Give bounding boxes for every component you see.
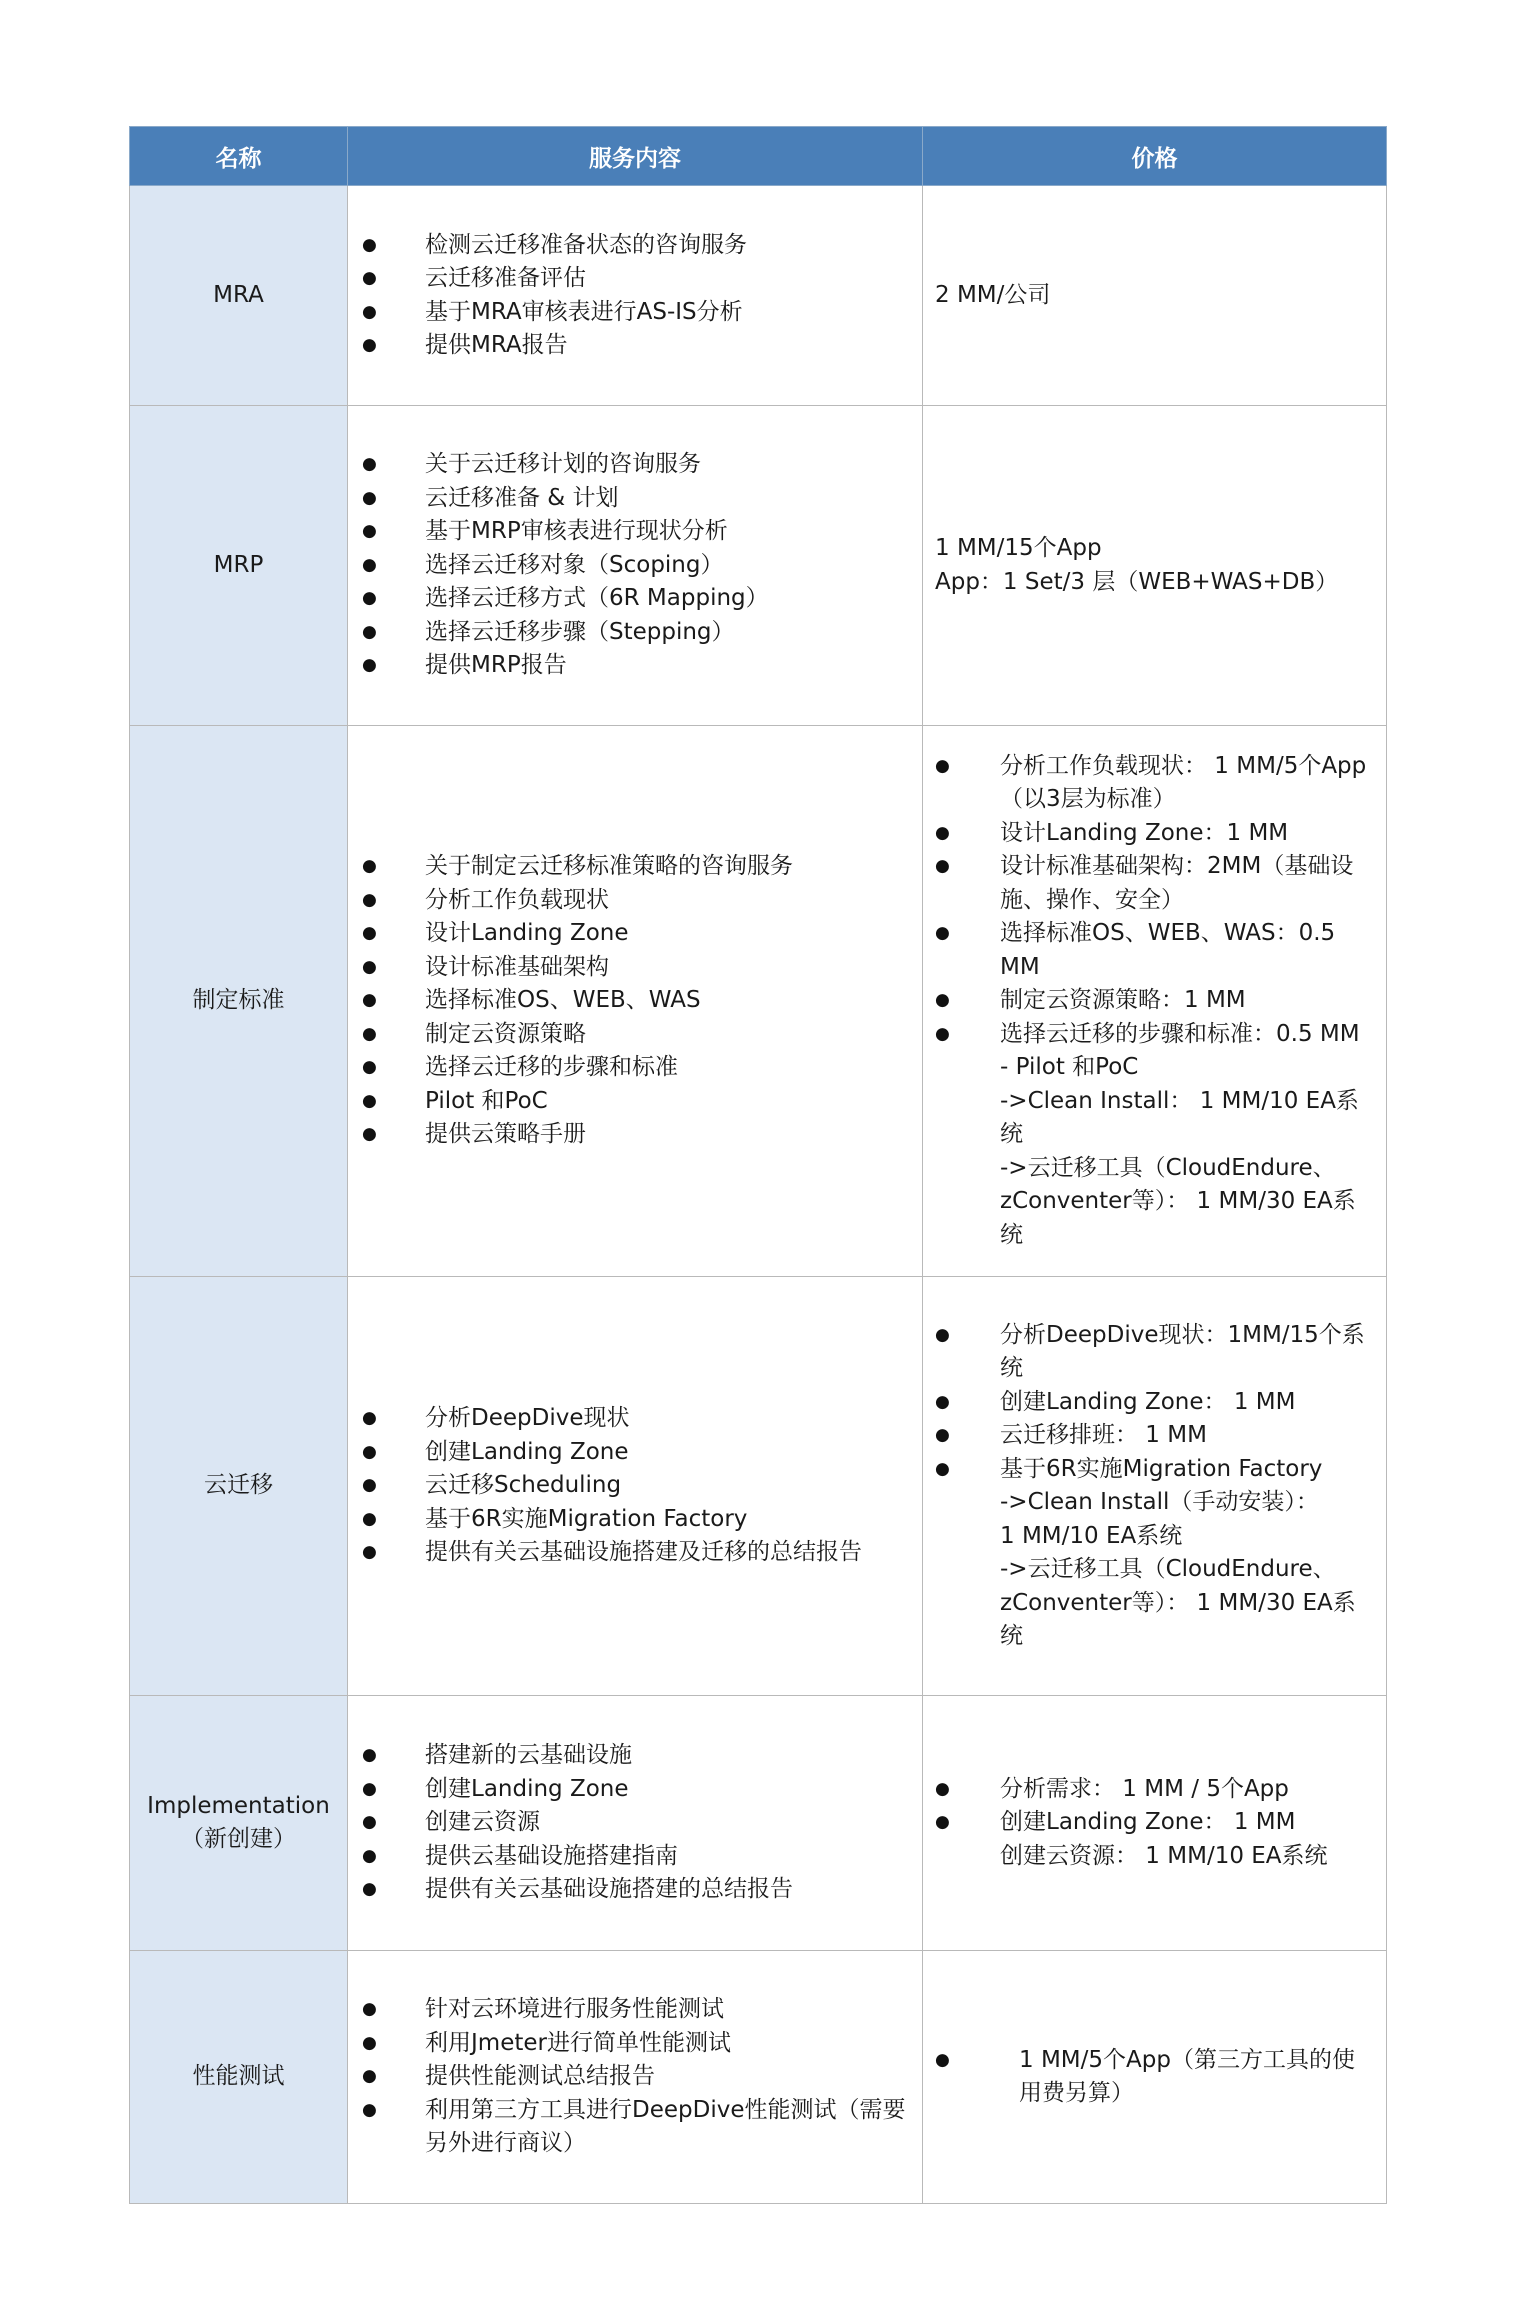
service-list bbox=[348, 1739, 922, 1907]
list-item: ● 基于MRA审核表进行AS-IS分析 bbox=[348, 296, 922, 330]
list-item: ● 基于MRP审核表进行现状分析 bbox=[348, 515, 922, 549]
price-line: App：1 Set/3 层（WEB+WAS+DB） bbox=[935, 568, 1339, 595]
row-name: 云迁移 bbox=[130, 1277, 348, 1696]
price-line: 创建云资源： 1 MM/10 EA系统 bbox=[1000, 1842, 1328, 1869]
header-price: 价格 bbox=[923, 127, 1387, 186]
list-item: ● 提供性能测试总结报告 bbox=[348, 2060, 922, 2094]
list-item: ● 选择标准OS、WEB、WAS bbox=[348, 984, 922, 1018]
price-cell bbox=[923, 1951, 1387, 2204]
list-item: ● 云迁移Scheduling bbox=[348, 1469, 922, 1503]
list-item: ● 提供有关云基础设施搭建及迁移的总结报告 bbox=[348, 1536, 922, 1570]
list-item: ● 提供MRP报告 bbox=[348, 649, 922, 683]
list-item: ● 针对云环境进行服务性能测试 bbox=[348, 1993, 922, 2027]
price-sub-text bbox=[923, 1051, 1386, 1252]
header-row bbox=[130, 127, 1387, 186]
list-item: ● 云迁移准备评估 bbox=[348, 262, 922, 296]
header-service: 服务内容 bbox=[348, 127, 923, 186]
list-item: ● 选择标准OS、WEB、WAS：0.5 MM bbox=[923, 917, 1386, 984]
list-item: ● 创建Landing Zone： 1 MM bbox=[923, 1806, 1386, 1840]
list-item: ● 制定云资源策略 bbox=[348, 1018, 922, 1052]
list-item: ● 分析需求： 1 MM / 5个App bbox=[923, 1773, 1386, 1807]
service-cell bbox=[348, 726, 923, 1277]
service-cell bbox=[348, 1951, 923, 2204]
price-sub-text bbox=[923, 1486, 1386, 1654]
price-list bbox=[923, 1319, 1386, 1487]
list-item: ● 1 MM/5个App（第三方工具的使用费另算） bbox=[923, 2044, 1386, 2111]
list-item: ● 选择云迁移步骤（Stepping） bbox=[348, 616, 922, 650]
list-item: ● 选择云迁移的步骤和标准 bbox=[348, 1051, 922, 1085]
list-item: ● 提供MRA报告 bbox=[348, 329, 922, 363]
price-line: ->云迁移工具（CloudEndure、zConventer等）： 1 MM/30 EA系统 bbox=[1000, 1154, 1356, 1248]
row-name-line: （新创建） bbox=[181, 1826, 296, 1852]
list-item: ● 提供云基础设施搭建指南 bbox=[348, 1840, 922, 1874]
price-line: ->Clean Install： 1 MM/10 EA系统 bbox=[1000, 1087, 1359, 1148]
list-item: ● 基于6R实施Migration Factory bbox=[923, 1453, 1386, 1487]
price-cell bbox=[923, 186, 1387, 406]
list-item: ● 关于云迁移计划的咨询服务 bbox=[348, 448, 922, 482]
list-item: ● 分析工作负载现状： 1 MM/5个App（以3层为标准） bbox=[923, 750, 1386, 817]
list-item: ● 分析DeepDive现状 bbox=[348, 1402, 922, 1436]
service-list bbox=[348, 850, 922, 1152]
row-name: 制定标准 bbox=[130, 726, 348, 1277]
price-list bbox=[923, 750, 1386, 1052]
price-line: ->Clean Install（手动安装）： bbox=[1000, 1489, 1319, 1515]
price-text bbox=[923, 532, 1386, 599]
service-list bbox=[348, 1993, 922, 2161]
service-list bbox=[348, 1402, 922, 1570]
price-cell bbox=[923, 406, 1387, 726]
table-row bbox=[130, 406, 1387, 726]
list-item: ● 设计Landing Zone bbox=[348, 917, 922, 951]
price-list bbox=[923, 2044, 1386, 2111]
price-cell bbox=[923, 726, 1387, 1277]
service-cell bbox=[348, 1696, 923, 1951]
list-item: ● 关于制定云迁移标准策略的咨询服务 bbox=[348, 850, 922, 884]
list-item: ● 云迁移排班： 1 MM bbox=[923, 1419, 1386, 1453]
price-line: 1 MM/10 EA系统 bbox=[1000, 1522, 1183, 1549]
price-line: - Pilot 和PoC bbox=[1000, 1054, 1139, 1081]
row-name: 性能测试 bbox=[130, 1951, 348, 2204]
table-row bbox=[130, 186, 1387, 406]
list-item: ● 搭建新的云基础设施 bbox=[348, 1739, 922, 1773]
service-cell bbox=[348, 186, 923, 406]
row-name-line: Implementation bbox=[147, 1792, 330, 1819]
row-name bbox=[130, 1696, 348, 1951]
table-row bbox=[130, 1277, 1387, 1696]
list-item: ● 基于6R实施Migration Factory bbox=[348, 1503, 922, 1537]
list-item: ● 创建Landing Zone bbox=[348, 1773, 922, 1807]
list-item: ● 提供有关云基础设施搭建的总结报告 bbox=[348, 1873, 922, 1907]
list-item: ● 设计标准基础架构 bbox=[348, 951, 922, 985]
service-cell bbox=[348, 406, 923, 726]
list-item: ● 选择云迁移的步骤和标准：0.5 MM bbox=[923, 1018, 1386, 1052]
table-row bbox=[130, 1951, 1387, 2204]
list-item: ● 分析工作负载现状 bbox=[348, 884, 922, 918]
list-item: ● 提供云策略手册 bbox=[348, 1118, 922, 1152]
list-item: ● 设计标准基础架构：2MM（基础设施、操作、安全） bbox=[923, 850, 1386, 917]
list-item: ● 利用Jmeter进行简单性能测试 bbox=[348, 2027, 922, 2061]
list-item: ● 检测云迁移准备状态的咨询服务 bbox=[348, 229, 922, 263]
table-row bbox=[130, 726, 1387, 1277]
service-list bbox=[348, 229, 922, 363]
list-item: ● 创建Landing Zone： 1 MM bbox=[923, 1386, 1386, 1420]
list-item: ● Pilot 和PoC bbox=[348, 1085, 922, 1119]
row-name: MRA bbox=[130, 186, 348, 406]
list-item: ● 制定云资源策略：1 MM bbox=[923, 984, 1386, 1018]
list-item: ● 分析DeepDive现状：1MM/15个系统 bbox=[923, 1319, 1386, 1386]
price-line: ->云迁移工具（CloudEndure、zConventer等）： 1 MM/30 EA系统 bbox=[1000, 1556, 1356, 1649]
list-item: ● 利用第三方工具进行DeepDive性能测试（需要另外进行商议） bbox=[348, 2094, 922, 2161]
list-item: ● 创建Landing Zone bbox=[348, 1436, 922, 1470]
row-name: MRP bbox=[130, 406, 348, 726]
list-item: ● 云迁移准备 & 计划 bbox=[348, 482, 922, 516]
service-cell bbox=[348, 1277, 923, 1696]
pricing-table bbox=[129, 126, 1387, 2204]
header-name: 名称 bbox=[130, 127, 348, 186]
list-item: ● 选择云迁移方式（6R Mapping） bbox=[348, 582, 922, 616]
price-cell bbox=[923, 1277, 1387, 1696]
list-item: ● 创建云资源 bbox=[348, 1806, 922, 1840]
price-cell bbox=[923, 1696, 1387, 1951]
list-item: ● 设计Landing Zone：1 MM bbox=[923, 817, 1386, 851]
price-text bbox=[923, 279, 1386, 313]
table-row bbox=[130, 1696, 1387, 1951]
list-item: ● 选择云迁移对象（Scoping） bbox=[348, 549, 922, 583]
price-list bbox=[923, 1773, 1386, 1840]
price-line: 2 MM/公司 bbox=[935, 281, 1051, 308]
service-list bbox=[348, 448, 922, 683]
price-line: 1 MM/15个App bbox=[935, 535, 1102, 561]
price-sub-text bbox=[923, 1840, 1386, 1874]
